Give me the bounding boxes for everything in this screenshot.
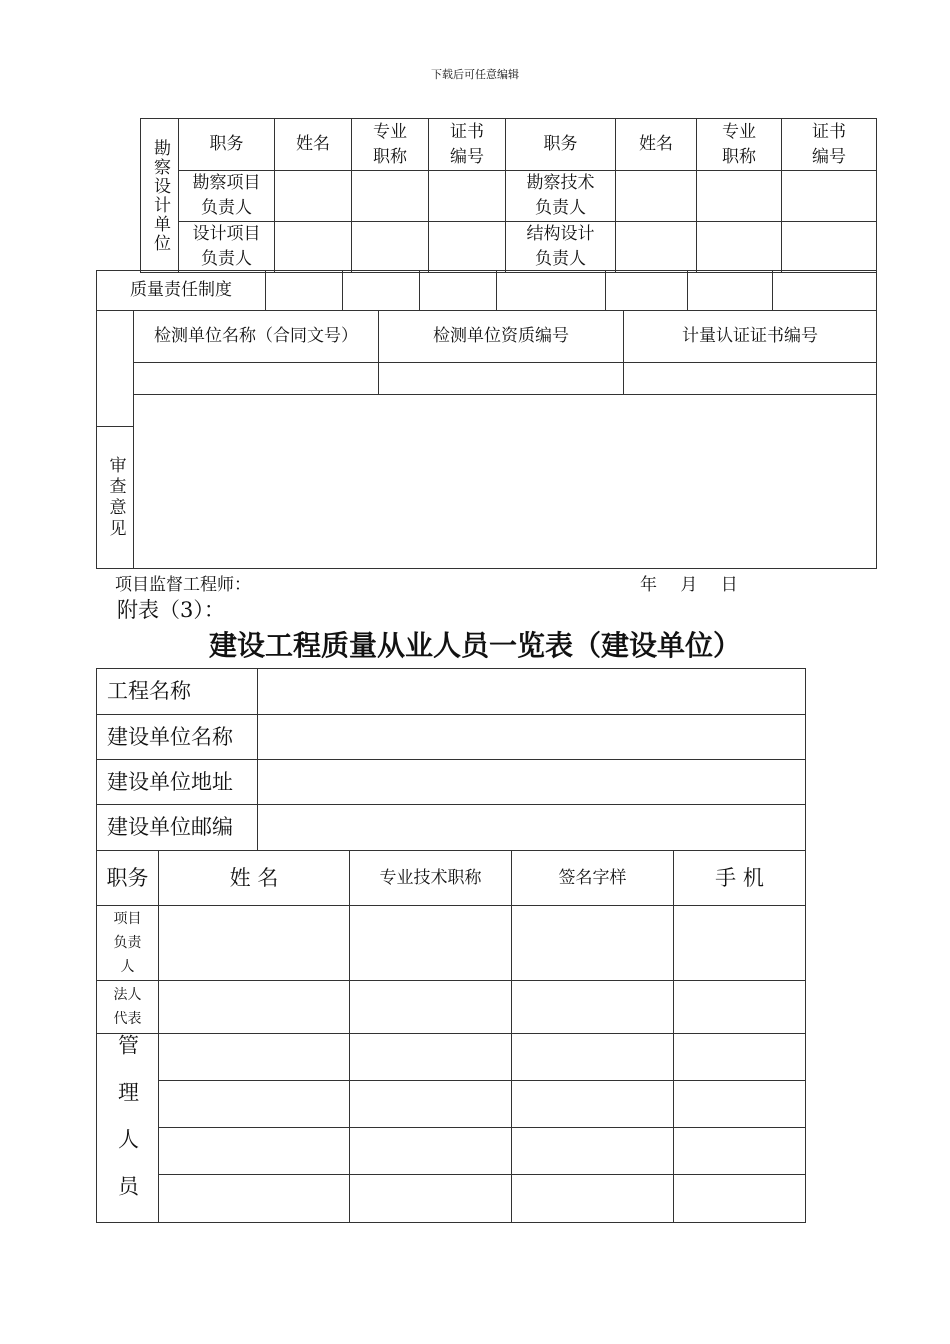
testing-left-blank xyxy=(97,311,134,395)
input-cell[interactable] xyxy=(512,906,674,981)
input-cell[interactable] xyxy=(352,222,429,273)
input-cell[interactable] xyxy=(674,906,806,981)
col-header: 专业 职称 xyxy=(697,119,782,171)
col-header: 姓名 xyxy=(275,119,352,171)
input-cell[interactable] xyxy=(352,171,429,222)
input-cell[interactable] xyxy=(350,906,512,981)
input-cell[interactable] xyxy=(616,171,697,222)
input-cell[interactable] xyxy=(350,1174,512,1222)
unit-postcode-field[interactable] xyxy=(258,805,806,851)
input-cell[interactable] xyxy=(159,1034,350,1081)
input-cell[interactable] xyxy=(674,1174,806,1222)
review-opinion-area[interactable] xyxy=(134,395,877,569)
input-cell[interactable] xyxy=(159,1080,350,1127)
supervising-engineer-label: 项目监督工程师： xyxy=(115,575,251,595)
col-header: 职务 xyxy=(506,119,616,171)
col-header-name: 姓 名 xyxy=(159,851,350,906)
col-header: 专业 职称 xyxy=(352,119,429,171)
input-cell[interactable] xyxy=(275,222,352,273)
page-title: 建设工程质量从业人员一览表（建设单位） xyxy=(208,629,741,662)
project-name-label: 工程名称 xyxy=(97,669,258,715)
input-cell[interactable] xyxy=(512,1034,674,1081)
unit-name-label: 建设单位名称 xyxy=(97,715,258,760)
input-cell[interactable] xyxy=(674,1034,806,1081)
input-cell[interactable] xyxy=(379,363,624,395)
input-cell[interactable] xyxy=(697,222,782,273)
testing-unit-name-header: 检测单位名称（合同文号） xyxy=(134,311,379,363)
input-cell[interactable] xyxy=(782,222,877,273)
input-cell[interactable] xyxy=(266,271,343,311)
annex-label: 附表（3）： xyxy=(117,598,225,622)
role-survey-tech: 勘察技术 负责人 xyxy=(506,171,616,222)
col-header-phone: 手 机 xyxy=(674,851,806,906)
input-cell[interactable] xyxy=(512,1127,674,1174)
input-cell[interactable] xyxy=(429,171,506,222)
testing-left-blank xyxy=(97,395,134,427)
review-label: 审查意见 xyxy=(97,427,134,569)
input-cell[interactable] xyxy=(616,222,697,273)
col-header: 证书 编号 xyxy=(782,119,877,171)
input-cell[interactable] xyxy=(697,171,782,222)
row-project-leader: 项目 负责 人 xyxy=(97,906,159,981)
row-management: 管理人员 xyxy=(97,1034,159,1223)
survey-design-group-label: 勘察设计单位 xyxy=(141,119,179,273)
unit-name-field[interactable] xyxy=(258,715,806,760)
input-cell[interactable] xyxy=(773,271,877,311)
input-cell[interactable] xyxy=(350,1080,512,1127)
unit-postcode-label: 建设单位邮编 xyxy=(97,805,258,851)
role-design-project: 设计项目 负责人 xyxy=(179,222,275,273)
project-info-table xyxy=(96,668,806,851)
header-note: 下载后可任意编辑 xyxy=(431,68,519,81)
unit-address-field[interactable] xyxy=(258,760,806,805)
col-header: 证书 编号 xyxy=(429,119,506,171)
input-cell[interactable] xyxy=(343,271,420,311)
metrology-cert-header: 计量认证证书编号 xyxy=(624,311,877,363)
input-cell[interactable] xyxy=(782,171,877,222)
input-cell[interactable] xyxy=(350,1034,512,1081)
col-header-title: 专业技术职称 xyxy=(350,851,512,906)
input-cell[interactable] xyxy=(512,981,674,1034)
input-cell[interactable] xyxy=(420,271,497,311)
date-label: 年 月 日 xyxy=(640,575,740,595)
testing-qualification-header: 检测单位资质编号 xyxy=(379,311,624,363)
input-cell[interactable] xyxy=(674,1127,806,1174)
role-structure-design: 结构设计 负责人 xyxy=(506,222,616,273)
input-cell[interactable] xyxy=(429,222,506,273)
survey-design-table xyxy=(140,118,877,273)
input-cell[interactable] xyxy=(275,171,352,222)
input-cell[interactable] xyxy=(159,981,350,1034)
input-cell[interactable] xyxy=(350,1127,512,1174)
col-header-signature: 签名字样 xyxy=(512,851,674,906)
input-cell[interactable] xyxy=(624,363,877,395)
input-cell[interactable] xyxy=(674,1080,806,1127)
col-header: 姓名 xyxy=(616,119,697,171)
input-cell[interactable] xyxy=(512,1080,674,1127)
staff-table xyxy=(96,850,806,1223)
col-header-role: 职务 xyxy=(97,851,159,906)
input-cell[interactable] xyxy=(159,906,350,981)
input-cell[interactable] xyxy=(134,363,379,395)
input-cell[interactable] xyxy=(512,1174,674,1222)
role-survey-project: 勘察项目 负责人 xyxy=(179,171,275,222)
row-legal-rep: 法人 代表 xyxy=(97,981,159,1034)
input-cell[interactable] xyxy=(159,1127,350,1174)
input-cell[interactable] xyxy=(497,271,606,311)
input-cell[interactable] xyxy=(688,271,773,311)
quality-table xyxy=(96,270,877,311)
col-header: 职务 xyxy=(179,119,275,171)
input-cell[interactable] xyxy=(606,271,688,311)
input-cell[interactable] xyxy=(350,981,512,1034)
quality-label: 质量责任制度 xyxy=(97,271,266,311)
project-name-field[interactable] xyxy=(258,669,806,715)
testing-table xyxy=(96,310,877,569)
input-cell[interactable] xyxy=(674,981,806,1034)
input-cell[interactable] xyxy=(159,1174,350,1222)
unit-address-label: 建设单位地址 xyxy=(97,760,258,805)
